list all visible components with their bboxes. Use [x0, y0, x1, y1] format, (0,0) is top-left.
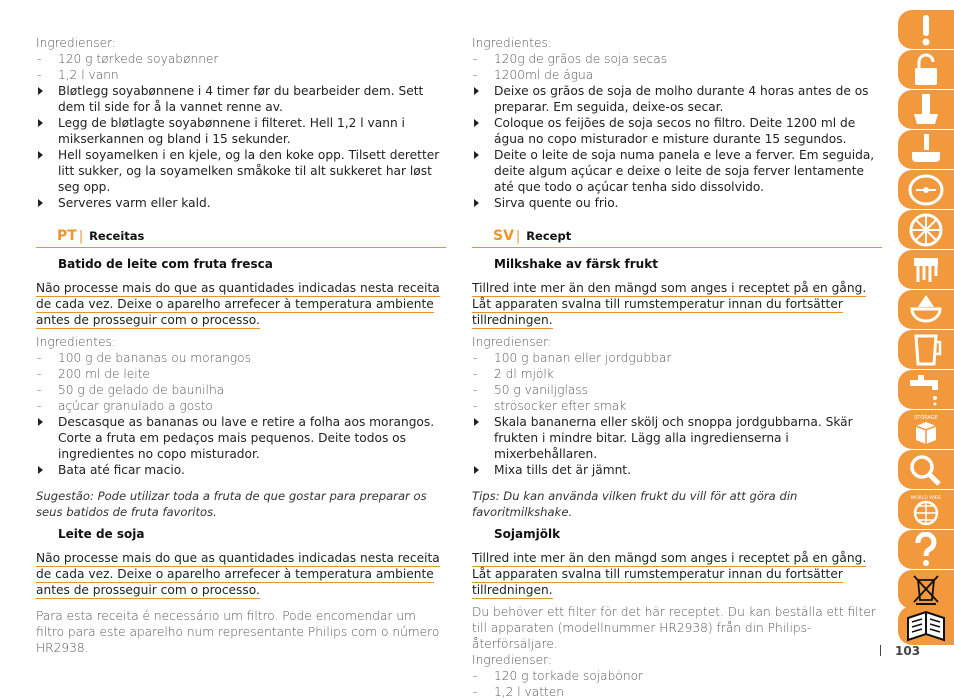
- globe-text: WORLD WIDE: [910, 496, 942, 501]
- tip-text: Tips: Du kan använda vilken frukt du vill för att göra din favoritmilkshake.: [472, 489, 798, 519]
- list-item: - 120g de grãos de soja secas: [472, 51, 882, 67]
- chapter-tabs: [898, 10, 954, 642]
- list-item: - 100 g banan eller jordgubbar: [472, 350, 882, 366]
- step-item: Bata até ficar macio.: [36, 462, 446, 478]
- recipe-title: Leite de soja: [58, 527, 145, 541]
- recipe-title: Batido de leite com fruta fresca: [58, 257, 273, 271]
- page-number: 103: [895, 644, 921, 658]
- list-item: - 1,2 l vatten: [472, 684, 882, 700]
- list-item: - 50 g vaniljglass: [472, 382, 882, 398]
- list-item: - 200 ml de leite: [36, 366, 446, 382]
- step-item: Mixa tills det är jämnt.: [472, 462, 882, 478]
- slicing-disc-icon[interactable]: [898, 210, 954, 249]
- section-header-sv: SV | Recept: [472, 228, 882, 248]
- blender-jar-icon[interactable]: [898, 130, 954, 169]
- ingredients-label: Ingredientes:: [36, 335, 116, 349]
- storage-text: STORAGE: [914, 415, 938, 421]
- padlock-icon[interactable]: [898, 50, 954, 89]
- exclamation-icon[interactable]: [898, 10, 954, 49]
- disposal-icon[interactable]: [898, 570, 954, 609]
- ingredients-label: Ingredienser:: [36, 36, 116, 50]
- warning-text: Tillred inte mer än den mängd som anges i receptet på en gång. Låt apparaten svalna till rumstemperatur innan du fortsätter tillredningen.: [472, 551, 867, 597]
- step-item: Skala bananerna eller skölj och snoppa jordgubbarna. Skär frukten i mindre bitar. Lägg alla ingredienserna i mixerbehållaren.: [472, 414, 882, 462]
- ingredients-label: Ingredienser:: [472, 653, 552, 667]
- warning-text: Tillred inte mer än den mängd som anges i receptet på en gång. Låt apparaten svalna till rumstemperatur innan du fortsätter tillredningen.: [472, 281, 867, 327]
- step-item: Serveres varm eller kald.: [36, 195, 446, 211]
- citrus-press-icon[interactable]: [898, 290, 954, 329]
- note-text: Para esta receita é necessário um filtro. Pode encomendar um filtro para este aparelho num representante Philips com o número HR2938.: [36, 609, 440, 655]
- language-code: SV: [493, 228, 514, 244]
- step-item: Hell soyamelken i en kjele, og la den koke opp. Tilsett deretter litt sukker, og la soyamelken småkoke til alt sukkeret har løst seg opp.: [36, 147, 446, 195]
- globe-icon[interactable]: [898, 490, 954, 529]
- step-item: Coloque os feijões de soja secos no filtro. Deite 1200 ml de água no copo misturador e misture durante 15 segundos.: [472, 115, 882, 147]
- step-item: Legg de bløtlagte soyabønnene i filteret. Hell 1,2 l vann i mikserkannen og bland i 15 sekunder.: [36, 115, 446, 147]
- blender-icon[interactable]: [898, 90, 954, 129]
- note-text: Du behöver ett filter för det här receptet. Du kan beställa ett filter till apparaten (modellnummer HR2938) från din Philips-återförsäljare.: [472, 605, 876, 651]
- section-header-pt: PT | Receitas: [36, 228, 446, 248]
- list-item: - açúcar granulado a gosto: [36, 398, 446, 414]
- recipe-title: Milkshake av färsk frukt: [494, 257, 658, 271]
- kneading-hook-icon[interactable]: [898, 250, 954, 289]
- list-item: - strösocker efter smak: [472, 398, 882, 414]
- list-item: - 120 g torkade sojabönor: [472, 668, 882, 684]
- tip-text: Sugestão: Pode utilizar toda a fruta de que gostar para preparar os seus batidos de fruta favoritos.: [36, 489, 427, 519]
- tap-icon[interactable]: [898, 370, 954, 409]
- storage-icon[interactable]: [898, 410, 954, 449]
- step-item: Sirva quente ou frio.: [472, 195, 882, 211]
- warning-text: Não processe mais do que as quantidades indicadas nesta receita de cada vez. Deixe o aparelho arrefecer à temperatura ambiente antes de prosseguir com o processo.: [36, 551, 440, 597]
- step-item: Deite o leite de soja numa panela e leve a ferver. Em seguida, deite algum açúcar e deixe o leite de soja ferver lentamente até que todo o açúcar tenha sido dissolvido.: [472, 147, 882, 195]
- question-icon[interactable]: [898, 530, 954, 569]
- list-item: - 120 g tørkede soyabønner: [36, 51, 446, 67]
- step-item: Bløtlegg soyabønnene i 4 timer før du bearbeider dem. Sett dem til side for å la vannet renne av.: [36, 83, 446, 115]
- list-item: - 1200ml de água: [472, 67, 882, 83]
- section-name: Recept: [526, 229, 572, 243]
- language-code: PT: [57, 228, 77, 244]
- ingredients-label: Ingredienser:: [472, 335, 552, 349]
- warning-text: Não processe mais do que as quantidades indicadas nesta receita de cada vez. Deixe o aparelho arrefecer à temperatura ambiente antes de prosseguir com o processo.: [36, 281, 440, 327]
- left-column: [36, 35, 446, 656]
- list-item: - 50 g de gelado de baunilha: [36, 382, 446, 398]
- section-name: Receitas: [89, 229, 145, 243]
- recipe-book-icon[interactable]: [898, 606, 954, 645]
- recipe-title: Sojamjölk: [494, 527, 561, 541]
- step-item: Deixe os grãos de soja de molho durante 4 horas antes de os preparar. Em seguida, deixe-os secar.: [472, 83, 882, 115]
- right-column: [472, 35, 882, 700]
- step-item: Descasque as bananas ou lave e retire a folha aos morangos. Corte a fruta em pedaços mais pequenos. Deite todos os ingredientes no copo misturador.: [36, 414, 446, 462]
- list-item: - 100 g de bananas ou morangos: [36, 350, 446, 366]
- list-item: - 2 dl mjölk: [472, 366, 882, 382]
- measuring-jug-icon[interactable]: [898, 330, 954, 369]
- blade-disc-icon[interactable]: [898, 170, 954, 209]
- magnifier-icon[interactable]: [898, 450, 954, 489]
- list-item: - 1,2 l vann: [36, 67, 446, 83]
- ingredients-label: Ingredientes:: [472, 36, 552, 50]
